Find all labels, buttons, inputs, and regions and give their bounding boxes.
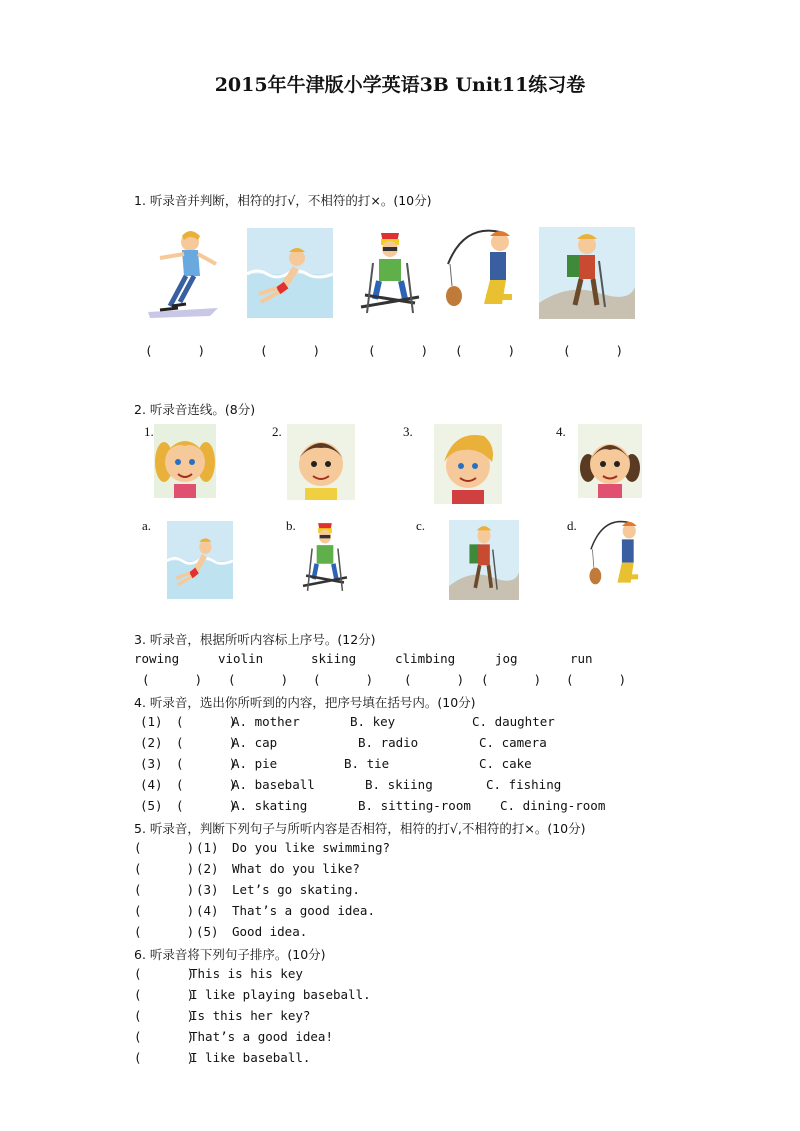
answer-bracket[interactable]: ( ) — [176, 777, 237, 792]
option-a: A. baseball — [232, 777, 315, 792]
answer-bracket[interactable]: ( ) — [404, 672, 465, 687]
match-label: 4. — [556, 424, 566, 439]
word-climbing: climbing — [395, 651, 456, 666]
option-a: A. mother — [232, 714, 300, 729]
answer-bracket[interactable]: ( ) — [563, 343, 624, 358]
sentence: Do you like swimming? — [232, 840, 391, 855]
section-4-heading: 4. 听录音，选出你所听到的内容，把序号填在括号内。(10分) — [134, 695, 476, 710]
option-c: C. cake — [479, 756, 532, 771]
answer-bracket[interactable]: ( ) — [134, 1050, 195, 1065]
item-number: (3) — [140, 756, 163, 771]
match-label: b. — [286, 518, 296, 533]
answer-bracket[interactable]: ( ) — [134, 861, 195, 876]
option-a: A. cap — [232, 735, 278, 750]
option-b: B. sitting-room — [358, 798, 471, 813]
option-b: B. key — [350, 714, 396, 729]
answer-bracket[interactable]: ( ) — [176, 798, 237, 813]
girl-face-icon — [154, 424, 216, 498]
answer-bracket[interactable]: ( ) — [566, 672, 627, 687]
match-label: a. — [142, 518, 152, 533]
item-number: (2) — [140, 735, 163, 750]
match-label: 2. — [272, 424, 282, 439]
answer-bracket[interactable]: ( ) — [176, 714, 237, 729]
sentence: Let’s go skating. — [232, 882, 360, 897]
option-a: A. skating — [232, 798, 308, 813]
climbing-icon — [449, 520, 519, 600]
word-skiing: skiing — [311, 651, 357, 666]
item-number: (1) — [196, 840, 219, 855]
answer-bracket[interactable]: ( ) — [228, 672, 289, 687]
sentence: What do you like? — [232, 861, 360, 876]
word-rowing: rowing — [134, 651, 180, 666]
fishing-icon — [588, 516, 644, 596]
option-c: C. dining-room — [500, 798, 606, 813]
answer-bracket[interactable]: ( ) — [481, 672, 542, 687]
option-c: C. camera — [479, 735, 547, 750]
item-number: (5) — [140, 798, 163, 813]
option-a: A. pie — [232, 756, 278, 771]
option-c: C. daughter — [472, 714, 555, 729]
answer-bracket[interactable]: ( ) — [134, 1029, 195, 1044]
word-jog: jog — [495, 651, 518, 666]
answer-bracket[interactable]: ( ) — [145, 343, 206, 358]
answer-bracket[interactable]: ( ) — [134, 1008, 195, 1023]
section-5-heading: 5. 听录音，判断下列句子与所听内容是否相符，相符的打√,不相符的打×。(10分) — [134, 821, 586, 836]
item-number: (4) — [196, 903, 219, 918]
match-label: c. — [416, 518, 426, 533]
answer-bracket[interactable]: ( ) — [134, 840, 195, 855]
answer-bracket[interactable]: ( ) — [134, 987, 195, 1002]
word-violin: violin — [218, 651, 264, 666]
match-label: 3. — [403, 424, 413, 439]
word-run: run — [570, 651, 593, 666]
item-number: (3) — [196, 882, 219, 897]
answer-bracket[interactable]: ( ) — [134, 903, 195, 918]
answer-bracket[interactable]: ( ) — [455, 343, 516, 358]
match-label: 1. — [144, 424, 154, 439]
sentence: I like baseball. — [190, 1050, 311, 1065]
sentence: That’s a good idea. — [232, 903, 375, 918]
fishing-icon — [444, 224, 520, 320]
answer-bracket[interactable]: ( ) — [134, 924, 195, 939]
item-number: (2) — [196, 861, 219, 876]
sentence: This is his key — [190, 966, 303, 981]
item-number: (5) — [196, 924, 219, 939]
answer-bracket[interactable]: ( ) — [368, 343, 429, 358]
swimming-icon — [167, 521, 233, 599]
section-2-heading: 2. 听录音连线。(8分) — [134, 402, 256, 417]
sentence: I like playing baseball. — [190, 987, 371, 1002]
section-3-heading: 3. 听录音，根据所听内容标上序号。(12分) — [134, 632, 376, 647]
section-1-heading: 1. 听录音并判断，相符的打√，不相符的打×。(10分) — [134, 193, 432, 208]
climbing-icon — [539, 227, 635, 319]
option-b: B. skiing — [365, 777, 433, 792]
skating-icon — [140, 224, 226, 320]
option-b: B. tie — [344, 756, 390, 771]
answer-bracket[interactable]: ( ) — [134, 966, 195, 981]
option-b: B. radio — [358, 735, 419, 750]
sentence: Good idea. — [232, 924, 308, 939]
answer-bracket[interactable]: ( ) — [134, 882, 195, 897]
match-label: d. — [567, 518, 577, 533]
blond-boy-face-icon — [434, 424, 502, 504]
answer-bracket[interactable]: ( ) — [176, 735, 237, 750]
sentence: That’s a good idea! — [190, 1029, 333, 1044]
skiing-icon — [300, 518, 350, 596]
section-6-heading: 6. 听录音将下列句子排序。(10分) — [134, 947, 326, 962]
page-title: 2015年牛津版小学英语3B Unit11练习卷 — [214, 74, 586, 96]
answer-bracket[interactable]: ( ) — [176, 756, 237, 771]
item-number: (4) — [140, 777, 163, 792]
boy-face-icon — [287, 424, 355, 500]
answer-bracket[interactable]: ( ) — [313, 672, 374, 687]
answer-bracket[interactable]: ( ) — [260, 343, 321, 358]
item-number: (1) — [140, 714, 163, 729]
sentence: Is this her key? — [190, 1008, 311, 1023]
dark-hair-girl-face-icon — [578, 424, 642, 498]
option-c: C. fishing — [486, 777, 562, 792]
swimming-icon — [247, 228, 333, 318]
answer-bracket[interactable]: ( ) — [142, 672, 203, 687]
skiing-icon — [357, 227, 423, 319]
